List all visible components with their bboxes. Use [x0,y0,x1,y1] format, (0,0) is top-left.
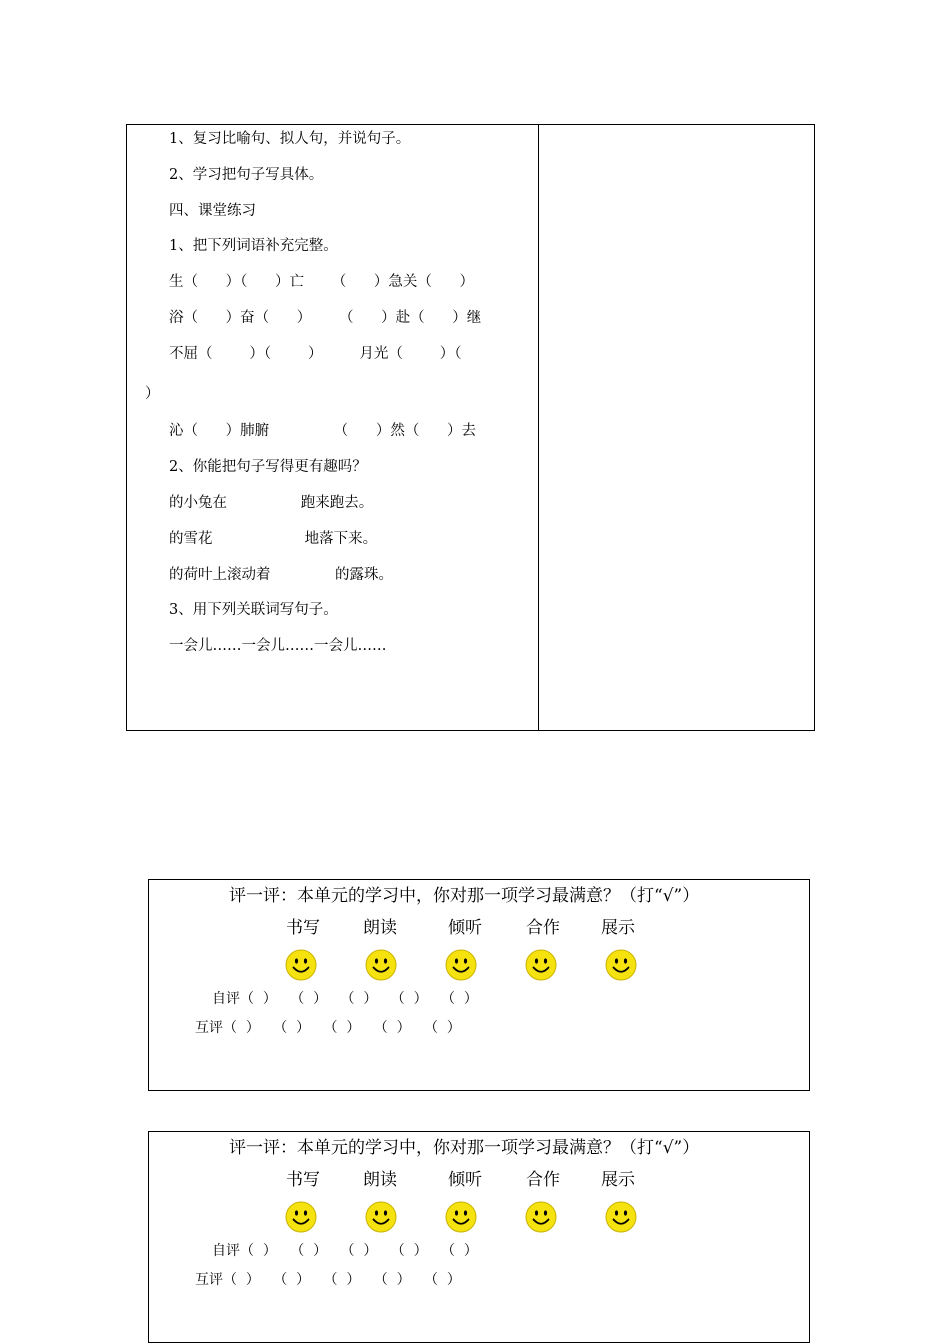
lesson-line: 一会儿……一会儿……一会儿…… [169,638,387,654]
smiley-face-icon [285,1201,317,1233]
item-label-cooperation: 合作 [526,1170,560,1190]
self-evaluation-row[interactable]: 自评（ ） （ ） （ ） （ ） （ ） [212,1243,478,1259]
lesson-table [126,124,815,731]
lesson-line: 浴（ ）奋（ ） （ ）赴（ ）继 [169,310,482,326]
item-label-reading: 朗读 [363,1170,397,1190]
item-label-presenting: 展示 [601,1170,635,1190]
smiley-face-icon [525,949,557,981]
peer-evaluation-row[interactable]: 互评（ ） （ ） （ ） （ ） （ ） [195,1020,461,1036]
smiley-face-icon [605,949,637,981]
item-label-writing: 书写 [286,918,320,938]
lesson-line: 生（ ）（ ）亡 （ ）急关（ ） [169,274,475,290]
item-label-writing: 书写 [286,1170,320,1190]
evaluation-title: 评一评：本单元的学习中，你对那一项学习最满意？（打“√”） [229,1138,700,1158]
smiley-face-icon [445,949,477,981]
smiley-face-icon [525,1201,557,1233]
lesson-line: ） [145,386,160,402]
lesson-line: 沁（ ）肺腑 （ ）然（ ）去 [169,423,476,439]
smiley-face-icon [365,949,397,981]
lesson-line: 的小兔在 跑来跑去。 [169,495,374,511]
lesson-line: 的雪花 地落下来。 [169,531,378,547]
item-label-reading: 朗读 [363,918,397,938]
lesson-line: 3、用下列关联词写句子。 [169,602,338,618]
peer-evaluation-row[interactable]: 互评（ ） （ ） （ ） （ ） （ ） [195,1272,461,1288]
lesson-line: 2、你能把句子写得更有趣吗？ [169,459,367,475]
lesson-line: 四、课堂练习 [169,203,256,219]
item-label-cooperation: 合作 [526,918,560,938]
item-label-listening: 倾听 [448,918,482,938]
lesson-line: 的荷叶上滚动着 的露珠。 [169,567,394,583]
smiley-face-icon [285,949,317,981]
evaluation-box [148,1131,810,1343]
lesson-line: 2、学习把句子写具体。 [169,167,324,183]
smiley-face-icon [365,1201,397,1233]
lesson-line: 1、复习比喻句、拟人句，并说句子。 [169,131,411,147]
lesson-line: 1、把下列词语补充完整。 [169,238,338,254]
item-label-presenting: 展示 [601,918,635,938]
self-evaluation-row[interactable]: 自评（ ） （ ） （ ） （ ） （ ） [212,991,478,1007]
evaluation-box [148,879,810,1091]
evaluation-title: 评一评：本单元的学习中，你对那一项学习最满意？（打“√”） [229,886,700,906]
column-divider [538,125,539,730]
smiley-face-icon [605,1201,637,1233]
lesson-line: 不屈（ ）（ ） 月光（ ）（ [169,346,462,362]
item-label-listening: 倾听 [448,1170,482,1190]
smiley-face-icon [445,1201,477,1233]
